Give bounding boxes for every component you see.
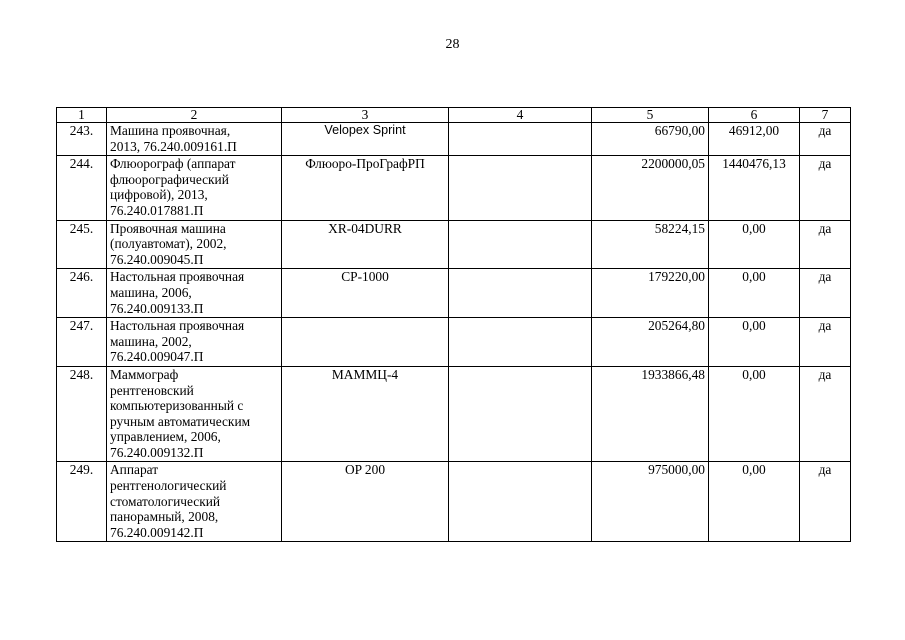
header-col-4: 4 <box>449 108 592 123</box>
row-name <box>107 366 282 462</box>
row-name <box>107 269 282 318</box>
row-model: МАММЦ-4 <box>282 366 449 462</box>
row-value-2: 46912,00 <box>709 123 800 156</box>
header-col-2: 2 <box>107 108 282 123</box>
header-col-5: 5 <box>592 108 709 123</box>
row-name-line: панорамный, 2008, <box>110 509 219 525</box>
header-row <box>57 108 851 123</box>
row-name-line: цифровой), 2013, <box>110 187 208 203</box>
row-flag: да <box>800 366 851 462</box>
row-value-1: 58224,15 <box>592 220 709 269</box>
row-col4 <box>449 156 592 220</box>
row-value-1: 205264,80 <box>592 318 709 367</box>
row-model: Velopex Sprint <box>282 123 449 156</box>
row-name-line: Флюорограф (аппарат <box>110 156 236 172</box>
row-name <box>107 462 282 542</box>
row-name-line: 76.240.009132.П <box>110 444 204 460</box>
row-col4 <box>449 123 592 156</box>
table-row <box>57 462 851 542</box>
row-name-line: Настольная проявочная <box>110 269 245 285</box>
page-number: 28 <box>445 37 460 52</box>
row-model: Флюоро-ПроГрафРП <box>282 156 449 220</box>
row-model: CP-1000 <box>282 269 449 318</box>
row-number: 249. <box>57 462 107 542</box>
row-flag: да <box>800 220 851 269</box>
row-name-line: ручным автоматическим <box>110 413 251 429</box>
row-model <box>282 318 449 367</box>
table-row <box>57 220 851 269</box>
row-value-1: 66790,00 <box>592 123 709 156</box>
row-value-1: 975000,00 <box>592 462 709 542</box>
row-value-2: 0,00 <box>709 318 800 367</box>
row-model: XR-04DURR <box>282 220 449 269</box>
row-flag: да <box>800 462 851 542</box>
table-row <box>57 123 851 156</box>
row-name-line: компьютеризованный с <box>110 398 244 414</box>
row-flag: да <box>800 123 851 156</box>
row-number: 243. <box>57 123 107 156</box>
row-name-line: машина, 2002, <box>110 333 192 349</box>
row-name-line: стоматологический <box>110 493 221 509</box>
row-flag: да <box>800 318 851 367</box>
row-number: 248. <box>57 366 107 462</box>
table-row <box>57 318 851 367</box>
row-name-line: рентгеновский <box>110 382 194 398</box>
row-name-line: Маммограф <box>110 366 179 382</box>
table-body <box>57 123 851 542</box>
row-name <box>107 156 282 220</box>
row-name-line: машина, 2006, <box>110 284 192 300</box>
header-col-3: 3 <box>282 108 449 123</box>
row-name-line: 76.240.017881.П <box>110 202 204 218</box>
row-name-line: 76.240.009045.П <box>110 251 204 267</box>
row-name-line: 76.240.009047.П <box>110 349 204 365</box>
row-col4 <box>449 366 592 462</box>
row-value-1: 2200000,05 <box>592 156 709 220</box>
row-model: OP 200 <box>282 462 449 542</box>
row-name-line: 76.240.009133.П <box>110 300 204 316</box>
row-name-line: Машина проявочная, <box>110 123 231 138</box>
row-flag: да <box>800 156 851 220</box>
row-flag: да <box>800 269 851 318</box>
row-name-line: Аппарат <box>110 462 159 478</box>
row-number: 245. <box>57 220 107 269</box>
row-name-line: 76.240.009142.П <box>110 524 204 540</box>
table-header <box>57 108 851 123</box>
row-name-line: управлением, 2006, <box>110 429 221 445</box>
table-row <box>57 366 851 462</box>
row-value-2: 0,00 <box>709 269 800 318</box>
header-col-1: 1 <box>57 108 107 123</box>
row-number: 247. <box>57 318 107 367</box>
row-name <box>107 123 282 156</box>
row-number: 246. <box>57 269 107 318</box>
row-value-2: 0,00 <box>709 462 800 542</box>
row-name-line: флюорографический <box>110 171 229 187</box>
row-number: 244. <box>57 156 107 220</box>
row-col4 <box>449 220 592 269</box>
row-col4 <box>449 462 592 542</box>
row-value-1: 1933866,48 <box>592 366 709 462</box>
row-col4 <box>449 318 592 367</box>
row-name <box>107 318 282 367</box>
table-row <box>57 156 851 220</box>
row-name-line: рентгенологический <box>110 478 227 494</box>
header-col-6: 6 <box>709 108 800 123</box>
header-col-7: 7 <box>800 108 851 123</box>
row-name-line: (полуавтомат), 2002, <box>110 236 227 252</box>
row-name-line: 2013, 76.240.009161.П <box>110 138 237 154</box>
row-value-2: 0,00 <box>709 366 800 462</box>
row-name-line: Проявочная машина <box>110 220 226 236</box>
row-value-2: 0,00 <box>709 220 800 269</box>
asset-table <box>56 107 851 542</box>
row-value-1: 179220,00 <box>592 269 709 318</box>
row-col4 <box>449 269 592 318</box>
table-row <box>57 269 851 318</box>
row-name-line: Настольная проявочная <box>110 318 245 334</box>
row-name <box>107 220 282 269</box>
row-value-2: 1440476,13 <box>709 156 800 220</box>
